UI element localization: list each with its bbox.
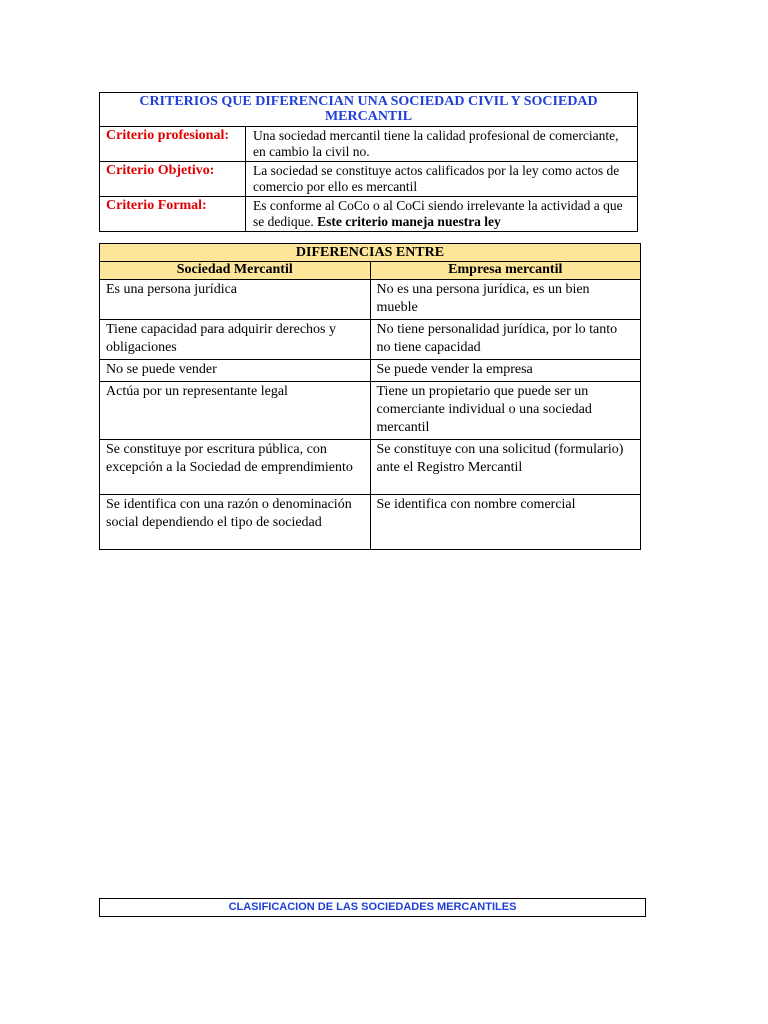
table-row: [100, 360, 641, 382]
criterion-label-profesional: Criterio profesional:: [100, 127, 246, 162]
table-cell: Es una persona jurídica: [100, 280, 371, 320]
table-row: [100, 320, 641, 360]
table-cell: Se puede vender la empresa: [370, 360, 641, 382]
table-cell: Se constituye con una solicitud (formulario) ante el Registro Mercantil: [370, 440, 641, 495]
classification-heading: CLASIFICACION DE LAS SOCIEDADES MERCANTILES: [99, 898, 646, 917]
criterion-text-profesional: Una sociedad mercantil tiene la calidad profesional de comerciante, en cambio la civil no.: [246, 127, 638, 162]
differences-table: [99, 243, 641, 550]
table-row: [100, 382, 641, 440]
criteria-row: [100, 127, 638, 162]
criterion-text-objetivo: La sociedad se constituye actos calificados por la ley como actos de comercio por ello es mercantil: [246, 162, 638, 197]
criteria-title: CRITERIOS QUE DIFERENCIAN UNA SOCIEDAD CIVIL Y SOCIEDAD MERCANTIL: [100, 93, 638, 127]
table-cell: No se puede vender: [100, 360, 371, 382]
criteria-row: [100, 162, 638, 197]
criteria-row: [100, 197, 638, 232]
criterion-text-formal-plain: Es conforme al CoCo o al CoCi siendo irrelevante la actividad a que se dedique.: [253, 198, 623, 229]
criterion-text-formal: [246, 197, 638, 232]
table-cell: Actúa por un representante legal: [100, 382, 371, 440]
column-header-empresa: Empresa mercantil: [370, 262, 641, 280]
table-cell: Se identifica con una razón o denominación social dependiendo el tipo de sociedad: [100, 495, 371, 550]
table-row: [100, 440, 641, 495]
column-header-sociedad: Sociedad Mercantil: [100, 262, 371, 280]
table-cell: No tiene personalidad jurídica, por lo tanto no tiene capacidad: [370, 320, 641, 360]
criteria-table: [99, 92, 638, 232]
table-cell: Tiene capacidad para adquirir derechos y obligaciones: [100, 320, 371, 360]
table-row: [100, 280, 641, 320]
table-cell: Se identifica con nombre comercial: [370, 495, 641, 550]
table-cell: Se constituye por escritura pública, con excepción a la Sociedad de emprendimiento: [100, 440, 371, 495]
table-row: [100, 495, 641, 550]
criterion-text-formal-bold: Este criterio maneja nuestra ley: [317, 214, 501, 229]
table-cell: No es una persona jurídica, es un bien mueble: [370, 280, 641, 320]
criterion-label-objetivo: Criterio Objetivo:: [100, 162, 246, 197]
table-cell: Tiene un propietario que puede ser un comerciante individual o una sociedad mercantil: [370, 382, 641, 440]
differences-title: DIFERENCIAS ENTRE: [100, 244, 641, 262]
criterion-label-formal: Criterio Formal:: [100, 197, 246, 232]
